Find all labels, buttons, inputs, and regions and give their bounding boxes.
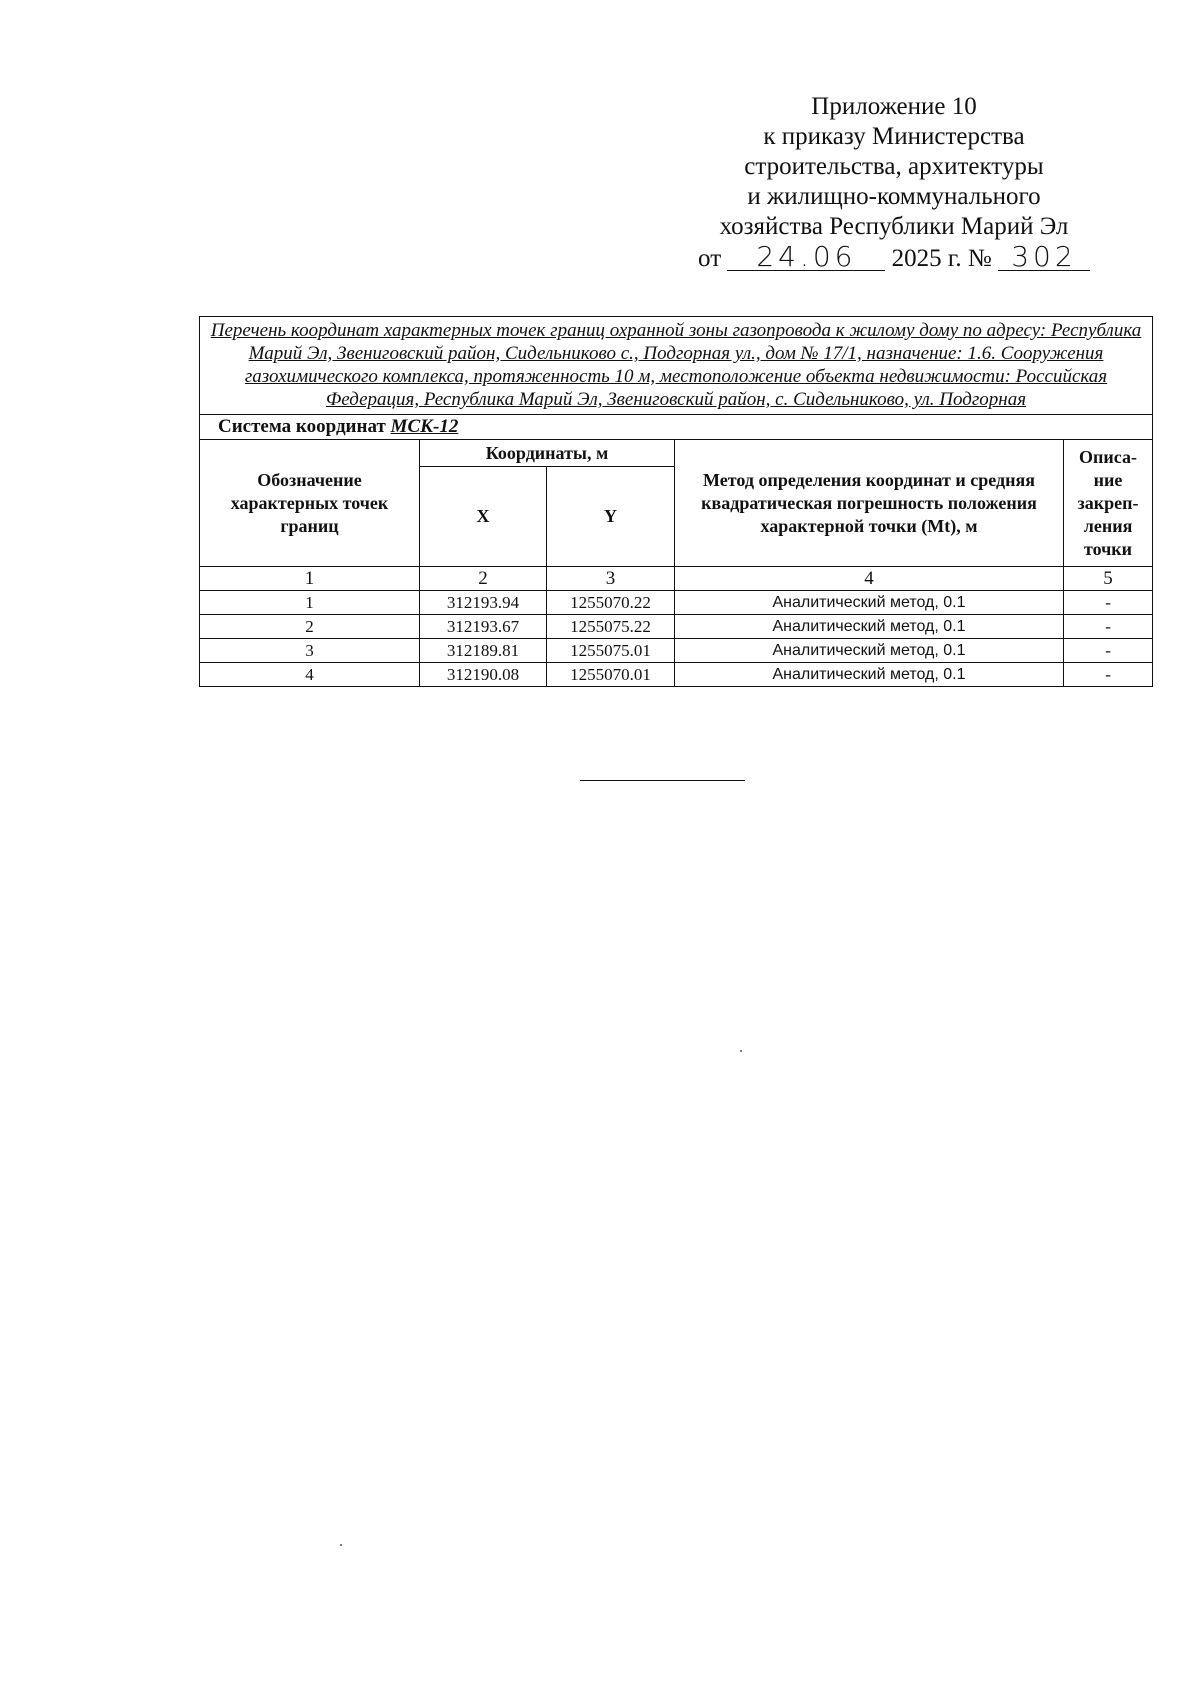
column-number: 2	[420, 567, 547, 591]
cell-method: Аналитический метод, 0.1	[675, 615, 1064, 639]
cell-description: -	[1064, 591, 1153, 615]
cell-y: 1255070.22	[547, 591, 675, 615]
header-y: Y	[547, 467, 675, 567]
cell-x: 312193.67	[420, 615, 547, 639]
appendix-title: Приложение 10	[811, 93, 977, 120]
scan-speck	[340, 1544, 342, 1546]
cell-point: 3	[200, 639, 420, 663]
cell-method: Аналитический метод, 0.1	[675, 591, 1064, 615]
cell-x: 312193.94	[420, 591, 547, 615]
cell-point: 4	[200, 663, 420, 687]
cell-point: 2	[200, 615, 420, 639]
cell-description: -	[1064, 663, 1153, 687]
cell-x: 312190.08	[420, 663, 547, 687]
table-caption: Перечень координат характерных точек границ охранной зоны газопровода к жилому дому по адресу: Республика Марий Эл, Звениговский район, Сидельниково с., Подгорная ул., дом № 17/1, назначение: 1.6. Сооружения газохимического комплекса, протяженность 10 м, местоположение объекта недвижимости: Российская Федерация, Республика Марий Эл, Звениговский район, с. Сидельниково, ул. Подгорная	[200, 317, 1153, 415]
header-point: Обозначение характерных точек границ	[200, 440, 420, 567]
table-row	[200, 591, 1153, 615]
cell-description: -	[1064, 639, 1153, 663]
table-row	[200, 639, 1153, 663]
header-description: Описа-ние закреп-ления точки	[1064, 440, 1153, 567]
cell-y: 1255075.22	[547, 615, 675, 639]
appendix-ministry-line-2: и жилищно-коммунального	[747, 183, 1041, 210]
header-method: Метод определения координат и средняя квадратическая погрешность положения характерной точки (Mt), м	[675, 440, 1064, 567]
coordinate-system-row	[200, 415, 1153, 440]
appendix-ministry-line-3: хозяйства Республики Марий Эл	[719, 213, 1069, 240]
column-number: 1	[200, 567, 420, 591]
closing-separator-line	[580, 780, 745, 781]
cell-method: Аналитический метод, 0.1	[675, 639, 1064, 663]
coordinates-table	[199, 316, 1153, 687]
column-number: 5	[1064, 567, 1153, 591]
appendix-ministry-line-1: строительства, архитектуры	[744, 153, 1044, 180]
cell-method: Аналитический метод, 0.1	[675, 663, 1064, 687]
handwritten-order-number: 302	[998, 244, 1090, 271]
column-numbers-row	[200, 567, 1153, 591]
year-text: 2025 г. №	[891, 245, 992, 272]
header-coordinates: Координаты, м	[420, 440, 675, 467]
column-number: 4	[675, 567, 1064, 591]
table-row	[200, 615, 1153, 639]
appendix-order-line: к приказу Министерства	[763, 123, 1025, 150]
coordinates-table-wrapper	[199, 316, 1152, 687]
handwritten-date: 24.06	[727, 244, 885, 271]
coordinate-system-value: МСК-12	[390, 416, 459, 437]
cell-point: 1	[200, 591, 420, 615]
header-x: X	[420, 467, 547, 567]
appendix-header	[674, 92, 1114, 274]
cell-y: 1255070.01	[547, 663, 675, 687]
cell-x: 312189.81	[420, 639, 547, 663]
table-row	[200, 663, 1153, 687]
cell-description: -	[1064, 615, 1153, 639]
cell-y: 1255075.01	[547, 639, 675, 663]
order-date-line	[674, 240, 1114, 274]
coordinate-system-label: Система координат	[218, 416, 386, 437]
date-prefix: от	[698, 245, 722, 272]
scan-speck	[740, 1050, 742, 1052]
column-number: 3	[547, 567, 675, 591]
